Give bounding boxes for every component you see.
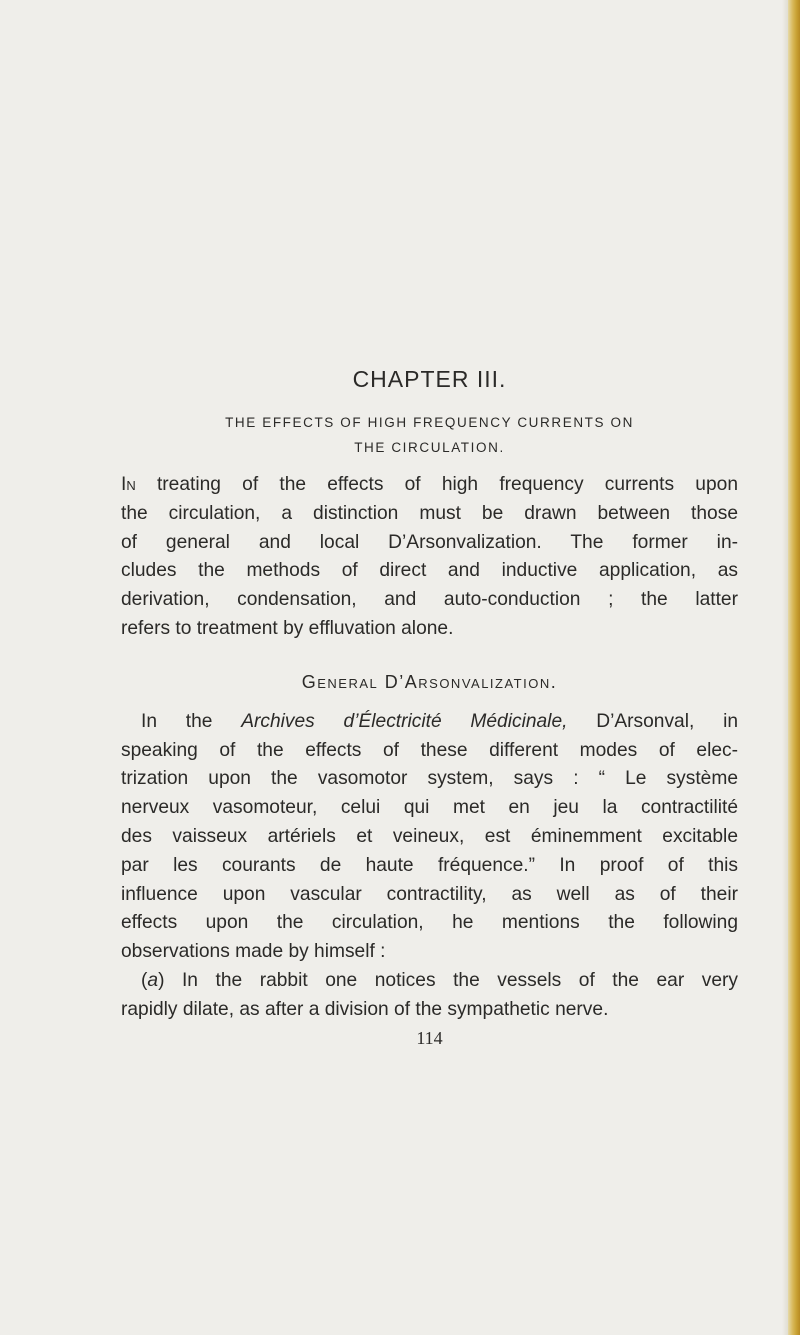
chapter-subtitle-line-1: THE EFFECTS OF HIGH FREQUENCY CURRENTS ON [225,415,634,430]
paragraph-line: speaking of the effects of these different modes of elec- [121,739,738,761]
paragraph-line: nerveux vasomoteur, celui qui met en jeu la contractilité [121,797,738,819]
paragraph-line-text: In the [141,710,242,732]
chapter-title: CHAPTER III. [352,366,507,392]
paragraph-line-text: treating of the effects of high frequency currents upon [135,474,738,495]
chapter-subtitle [121,410,738,460]
paragraph-line: the circulation, a distinction must be drawn between those [121,502,738,524]
page-number: 114 [416,1027,443,1048]
paragraph-line [121,967,738,996]
page-content [121,364,738,1051]
paragraph-line: influence upon vascular contractility, as well as of their [121,883,738,905]
paragraph-line: derivation, condensation, and auto-conduction ; the latter [121,589,738,611]
paragraph-line: par les courants de haute fréquence.” In proof of this [121,854,738,876]
chapter-subtitle-line-2: THE CIRCULATION. [354,440,505,455]
paragraph-line: effects upon the circulation, he mentions the following [121,912,738,934]
paragraph-line-text: ) In the rabbit one notices the vessels of the ear very [158,969,738,991]
gilt-page-edge [788,0,800,1335]
paragraph-line-text: D’Arsonval, in [567,710,739,732]
paragraph-observation-a [121,967,738,1025]
paragraph-line: trization upon the vasomotor system, says : “ Le système [121,768,738,790]
paragraph-archives [121,708,738,967]
drop-lead-word: In [121,474,136,495]
list-marker: a [147,969,159,991]
paragraph-line: rapidly dilate, as after a division of the sympathetic nerve. [121,998,609,1020]
paragraph-introduction [121,471,738,644]
paragraph-line: refers to treatment by effluvation alone. [121,617,454,639]
journal-title: Archives d’Électricité Médicinale, [241,710,568,732]
paragraph-line [121,708,738,737]
paragraph-line: cludes the methods of direct and inductive application, as [121,560,738,582]
paragraph-line: observations made by himself : [121,941,386,963]
paragraph-line [121,471,738,500]
section-heading: General D’Arsonvalization. [301,671,558,692]
paragraph-line-text: ( [141,969,148,991]
paragraph-line: des vaisseux artériels et veineux, est éminemment excitable [121,825,738,847]
paragraph-line: of general and local D’Arsonvalization. The former in- [121,531,738,553]
